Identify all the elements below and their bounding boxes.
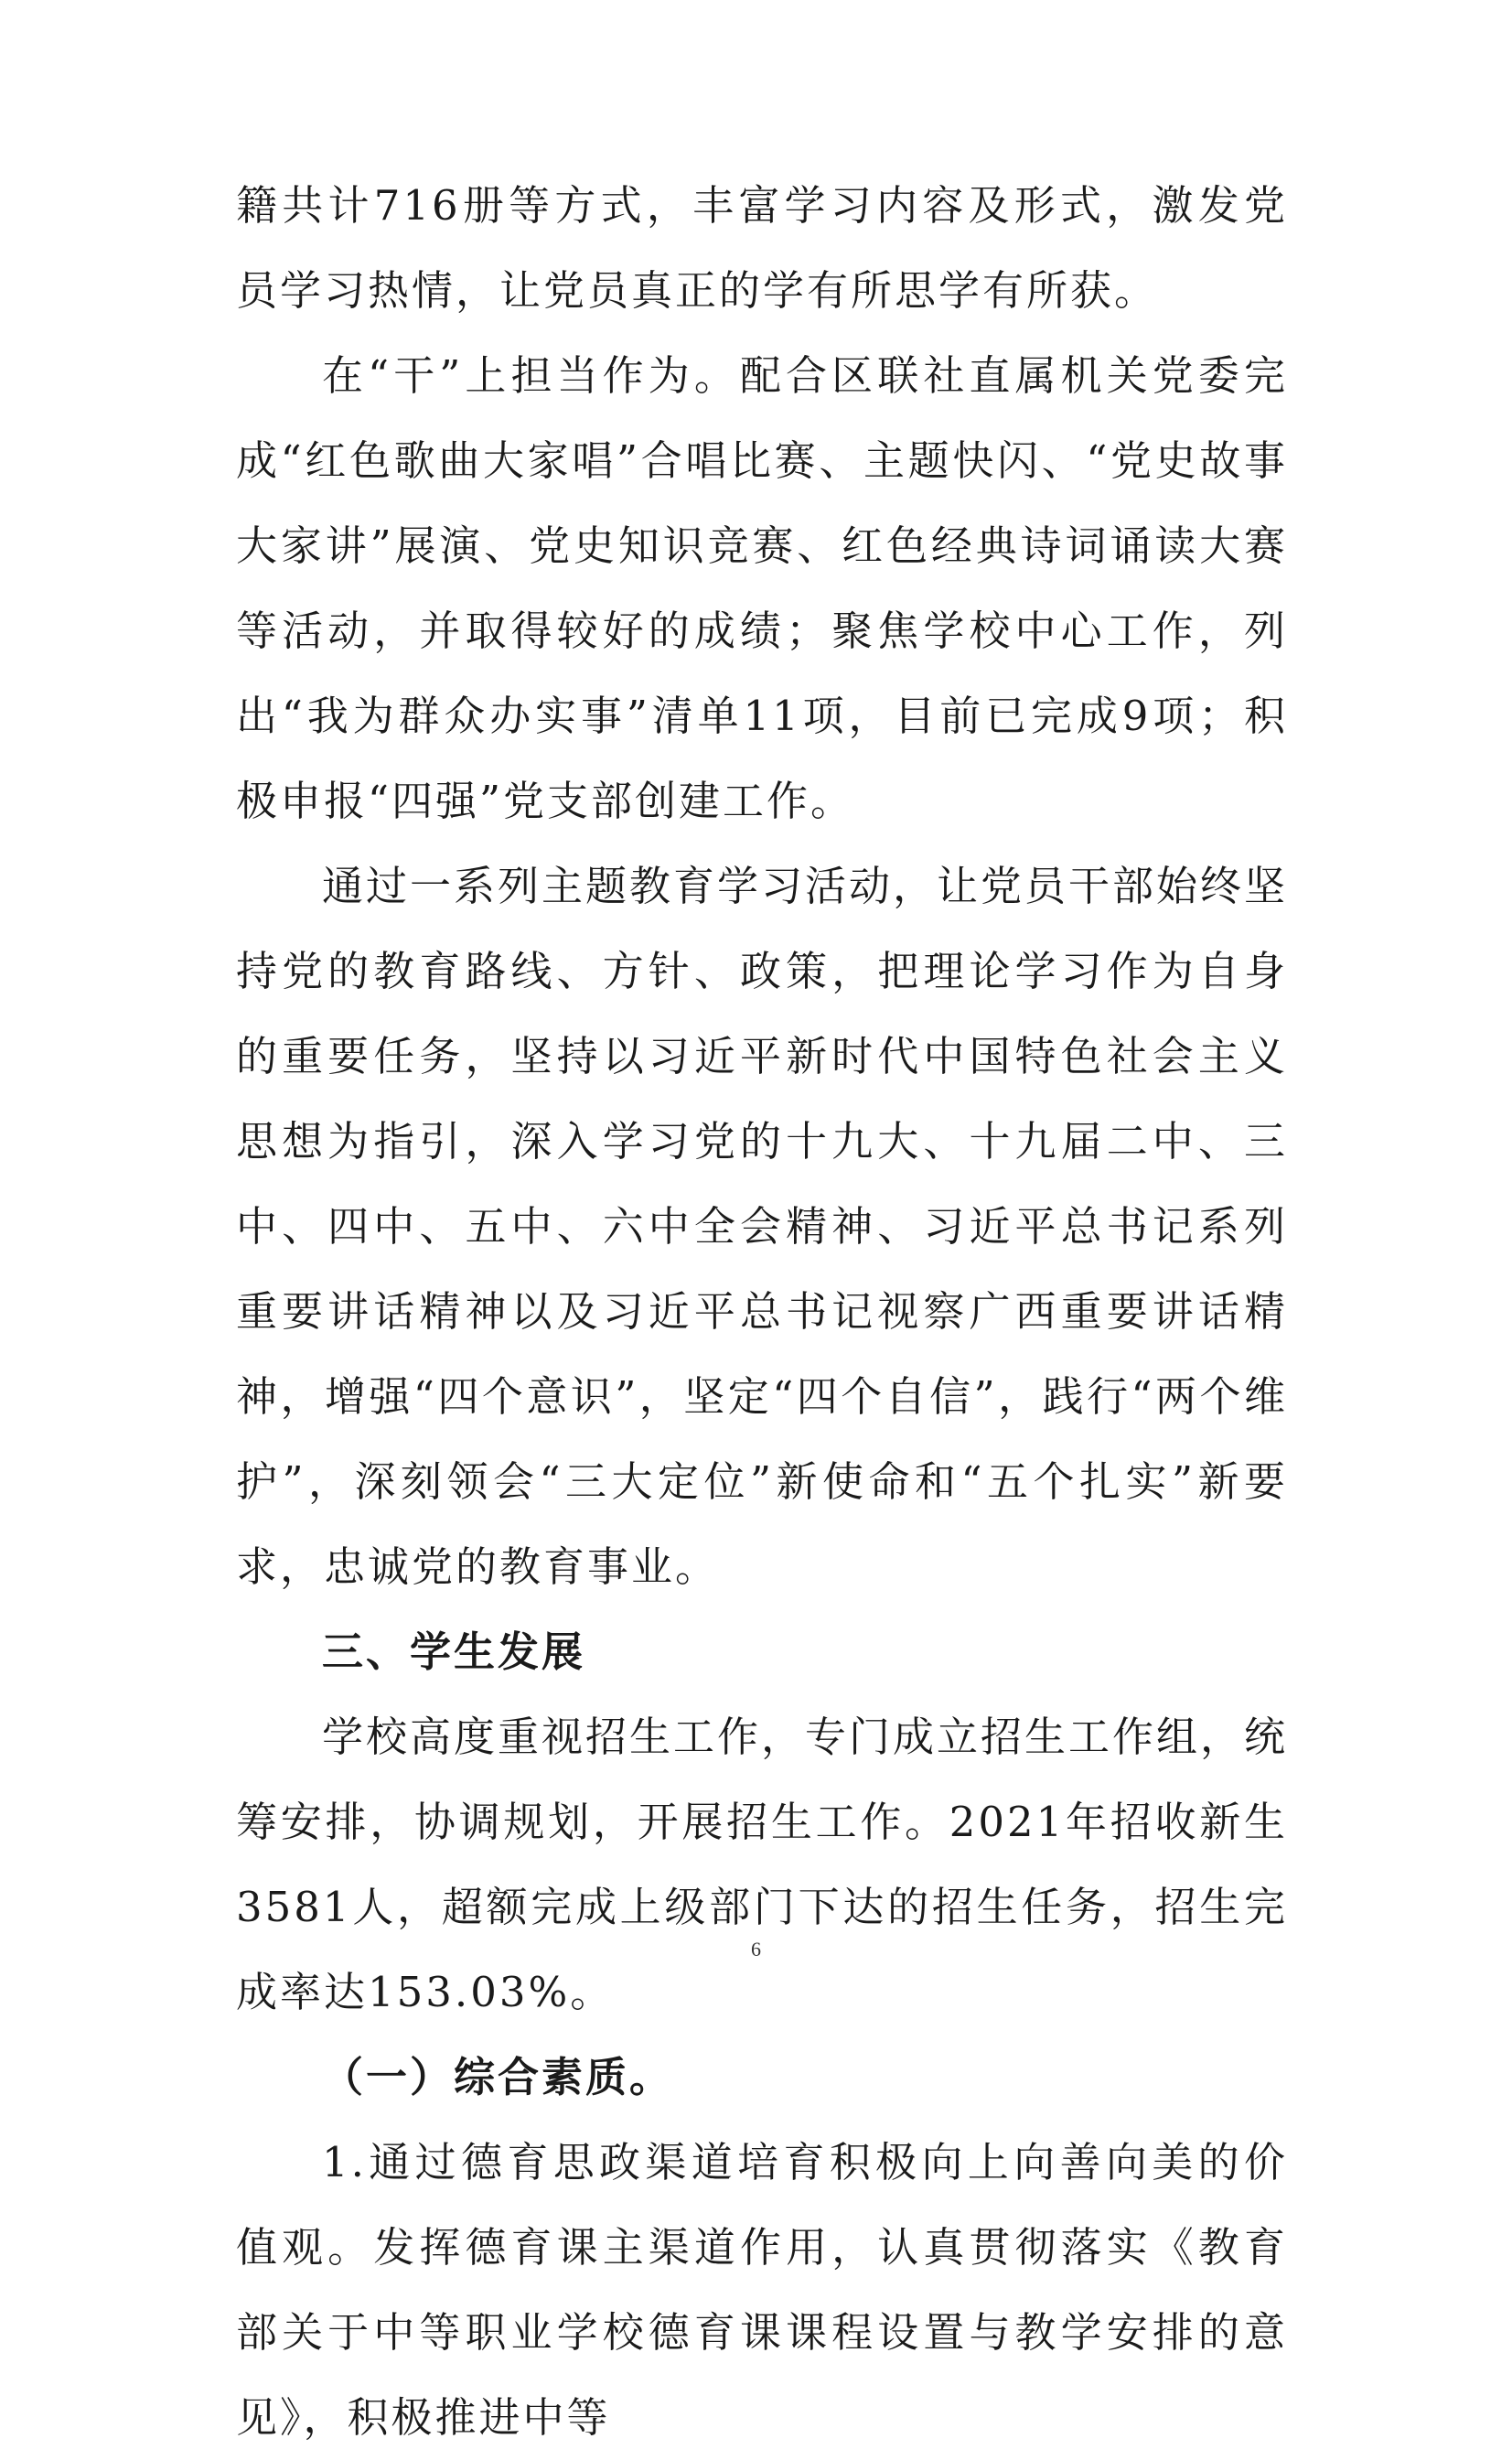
subsection-heading-comprehensive-quality: （一）综合素质。 [322,2053,674,2101]
section-heading-student-development: 三、学生发展 [322,1627,586,1676]
page-number: 6 [751,1938,761,1960]
paragraph-continuation: 籍共计716册等方式，丰富学习内容及形式，激发党员学习热情，让党员真正的学有所思学有所获。 [236,181,1288,315]
paragraph-enrollment: 学校高度重视招生工作，专门成立招生工作组，统筹安排，协调规划，开展招生工作。2021年招收新生3581人，超额完成上级部门下达的招生任务，招生完成率达153.03%。 [236,1713,1289,2016]
paragraph-theme-education: 通过一系列主题教育学习活动，让党员干部始终坚持党的教育路线、方针、政策，把理论学习作为自身的重要任务，坚持以习近平新时代中国特色社会主义思想为指引，深入学习党的十九大、十九届二中、三中、四中、五中、六中全会精神、习近平总书记系列重要讲话精神以及习近平总书记视察广西重要讲话精神，增强“四个意识”，坚定“四个自信”，践行“两个维护”，深刻领会“三大定位”新使命和“五个扎实”新要求，忠诚党的教育事业。 [236,862,1289,1591]
paragraph-moral-education: 1.通过德育思政渠道培育积极向上向善向美的价值观。发挥德育课主渠道作用，认真贯彻落实《教育部关于中等职业学校德育课课程设置与教学安排的意见》，积极推进中等 [236,2138,1288,2442]
paragraph-gan-section: 在“干”上担当作为。配合区联社直属机关党委完成“红色歌曲大家唱”合唱比赛、主题快闪、“党史故事大家讲”展演、党史知识竞赛、红色经典诗词诵读大赛等活动，并取得较好的成绩；聚焦学校中心工作，列出“我为群众办实事”清单11项，目前已完成9项；积极申报“四强”党支部创建工作。 [236,351,1288,825]
document-body [236,163,1288,2460]
